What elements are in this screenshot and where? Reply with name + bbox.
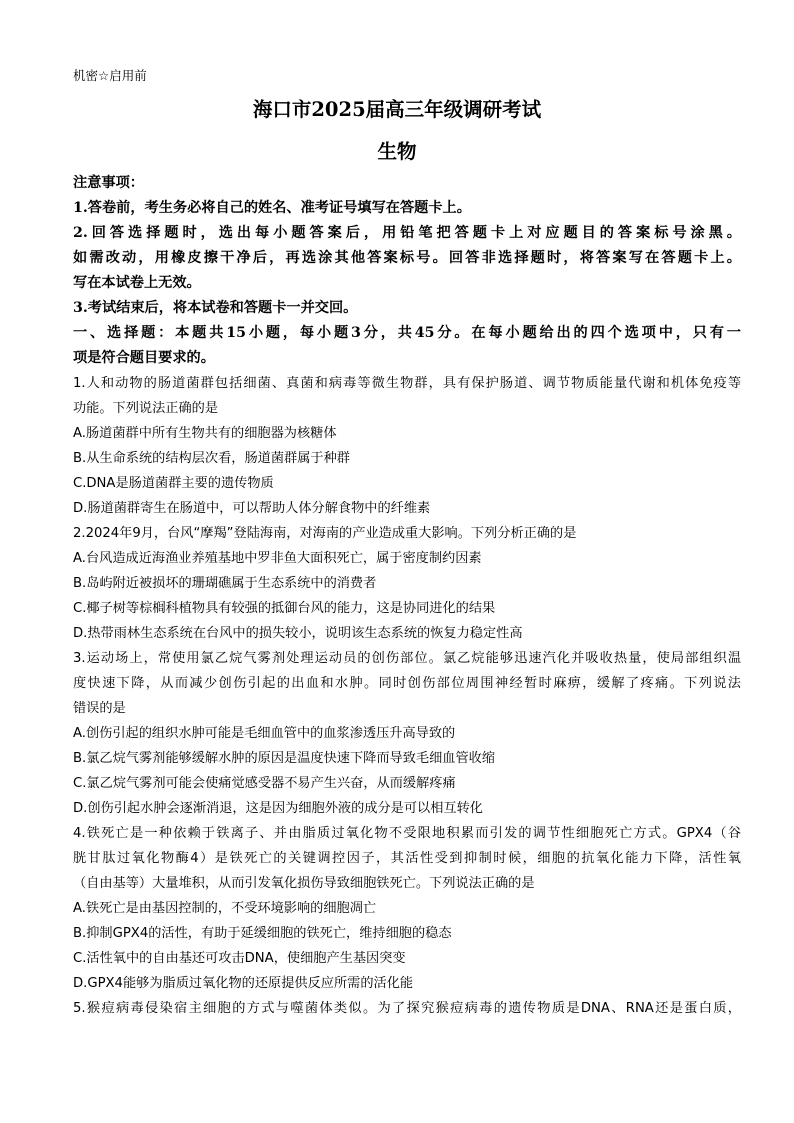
q3-stem-line-3: 错误的是 <box>73 701 126 716</box>
q5-stem-line-1: 5.猴痘病毒侵染宿主细胞的方式与噬菌体类似。为了探究猴痘病毒的遗传物质是DNA、RNA还是蛋白质， <box>73 1001 741 1016</box>
notice-heading: 注意事项： <box>73 175 144 191</box>
confidential-label: 机密☆启用前 <box>73 68 147 83</box>
q1-option-b: B.从生命系统的结构层次看，肠道菌群属于种群 <box>73 451 350 466</box>
q2-option-a: A.台风造成近海渔业养殖基地中罗非鱼大面积死亡，属于密度制约因素 <box>73 551 482 566</box>
notice-item-2-line-1: 2.回答选择题时，选出每小题答案后，用铅笔把答题卡上对应题目的答案标号涂黑。 <box>73 225 741 241</box>
q3-option-a: A.创伤引起的组织水肿可能是毛细血管中的血浆渗透压升高导致的 <box>73 726 456 741</box>
q4-stem-line-1: 4.铁死亡是一种依赖于铁离子、并由脂质过氧化物不受限地积累而引发的调节性细胞死亡方式。GPX4（谷 <box>73 826 741 841</box>
notice-item-2-line-2: 如需改动，用橡皮擦干净后，再选涂其他答案标号。回答非选择题时，将答案写在答题卡上。 <box>73 250 741 266</box>
exam-body <box>73 171 741 1021</box>
q4-stem-line-3: （自由基等）大量堆积，从而引发氧化损伤导致细胞铁死亡。下列说法正确的是 <box>73 876 535 891</box>
q1-option-a: A.肠道菌群中所有生物共有的细胞器为核糖体 <box>73 426 337 441</box>
q3-option-b: B.氯乙烷气雾剂能够缓解水肿的原因是温度快速下降而导致毛细血管收缩 <box>73 751 496 766</box>
q3-option-c: C.氯乙烷气雾剂可能会使痛觉感受器不易产生兴奋，从而缓解疼痛 <box>73 776 456 791</box>
section-heading-line-1: 一、选择题：本题共15小题，每小题3分，共45分。在每小题给出的四个选项中，只有一 <box>73 325 741 341</box>
notice-item-1: 1.答卷前，考生务必将自己的姓名、准考证号填写在答题卡上。 <box>73 200 471 216</box>
q1-stem-line-1: 1.人和动物的肠道菌群包括细菌、真菌和病毒等微生物群，具有保护肠道、调节物质能量代谢和机体免疫等 <box>73 376 741 391</box>
notice-item-2-line-3: 写在本试卷上无效。 <box>73 275 201 291</box>
q2-option-b: B.岛屿附近被损坏的珊瑚礁属于生态系统中的消费者 <box>73 576 377 591</box>
q4-option-b: B.抑制GPX4的活性，有助于延缓细胞的铁死亡，维持细胞的稳态 <box>73 926 452 941</box>
q4-stem-line-2: 胱甘肽过氧化物酶4）是铁死亡的关键调控因子，其活性受到抑制时候，细胞的抗氧化能力下降，活性氧 <box>73 851 741 866</box>
q1-option-c: C.DNA是肠道菌群主要的遗传物质 <box>73 476 274 491</box>
q4-option-a: A.铁死亡是由基因控制的，不受环境影响的细胞凋亡 <box>73 901 377 916</box>
q2-option-c: C.椰子树等棕榈科植物具有较强的抵御台风的能力，这是协同进化的结果 <box>73 601 496 616</box>
exam-title: 海口市2025届高三年级调研考试 <box>252 98 542 121</box>
q3-option-d: D.创伤引起水肿会逐渐消退，这是因为细胞外液的成分是可以相互转化 <box>73 801 483 816</box>
section-heading-line-2: 项是符合题目要求的。 <box>73 350 215 366</box>
q4-option-d: D.GPX4能够为脂质过氧化物的还原提供反应所需的活化能 <box>73 976 414 991</box>
q2-stem-line-1: 2.2024年9月，台风“摩羯”登陆海南，对海南的产业造成重大影响。下列分析正确的是 <box>73 526 577 541</box>
q4-option-c: C.活性氧中的自由基还可攻击DNA，使细胞产生基因突变 <box>73 951 406 966</box>
q1-stem-line-2: 功能。下列说法正确的是 <box>73 401 219 416</box>
subject-title: 生物 <box>377 140 417 163</box>
notice-item-3: 3.考试结束后，将本试卷和答题卡一并交回。 <box>73 300 358 316</box>
q3-stem-line-1: 3.运动场上，常使用氯乙烷气雾剂处理运动员的创伤部位。氯乙烷能够迅速汽化并吸收热量，使局部组织温 <box>73 651 741 666</box>
q1-option-d: D.肠道菌群寄生在肠道中，可以帮助人体分解食物中的纤维素 <box>73 501 431 516</box>
q3-stem-line-2: 度快速下降，从而减少创伤引起的出血和水肿。同时创伤部位周围神经暂时麻痹，缓解了疼痛。下列说法 <box>73 676 741 691</box>
q2-option-d: D.热带雨林生态系统在台风中的损失较小，说明该生态系统的恢复力稳定性高 <box>73 626 523 641</box>
